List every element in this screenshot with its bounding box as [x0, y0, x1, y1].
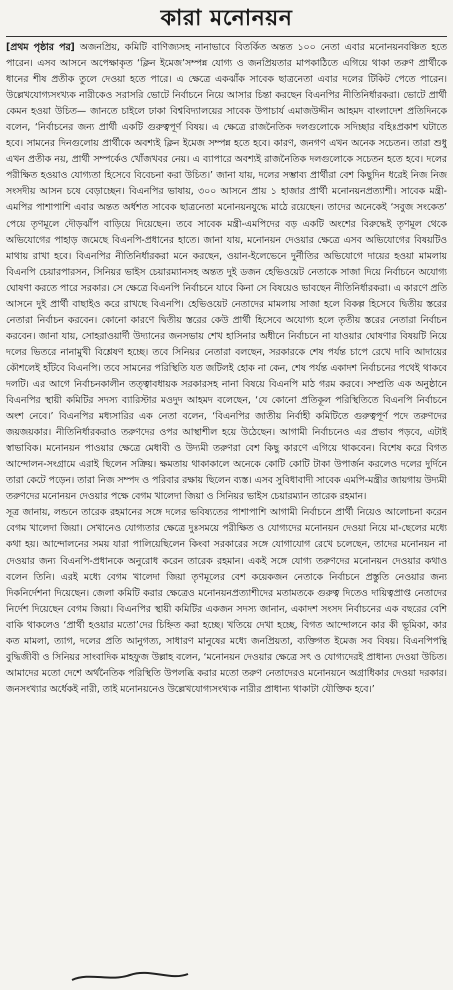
- article-body: [6, 40, 447, 965]
- article-paragraph-1: অজনপ্রিয়, কমিটি বাণিজ্যসহ নানাভাবে বিতর্কিত অন্তত ১০০ নেতা এবার মনোনয়নবঞ্চিত হতে পারেন। এসব আসনে অপেক্ষাকৃত ‘ক্লিন ইমেজ’সম্পন্ন যোগ্য ও জনপ্রিয়তার মাপকাঠিতে এগিয়ে থাকা তরুণ প্রার্থীকে ধানের শীষ প্রতীক তুলে দেওয়া হতে পারে। এ ক্ষেত্রে একঝাঁক সাবেক ছাত্রনেতা এবার দলের টিকিট পেতে পারেন। উল্লেখযোগ্যসংখ্যক নারীকেও সরাসরি ভোটে নির্বাচনে নিয়ে আসার চিন্তা করছেন বিএনপির নীতিনির্ধারকরা। ভোটে প্রার্থী কেমন হওয়া উচিত— জানতে চাইলে ঢাকা বিশ্ববিদ্যালয়ের সাবেক উপাচার্য এমাজউদ্দীন আহমদ বাংলাদেশ প্রতিদিনকে বলেন, ‘নির্বাচনের জন্য প্রার্থী একটি গুরুত্বপূর্ণ বিষয়। এ ক্ষেত্রে রাজনৈতিক দলগুলোকে সদিচ্ছার বহিঃপ্রকাশ ঘটাতে হবে। সামনের দিনগুলোয় প্রার্থীকে অবশ্যই ক্লিন ইমেজ সম্পন্ন হতে হবে। কারণ, জনগণ এখন অনেক সচেতন। তারা শুধু এখন প্রতীক নয়, প্রার্থী সম্পর্কেও খোঁজখবর নেয়। এ ব্যাপারে অবশ্যই রাজনৈতিক দলগুলোকে সচেতন হতে হবে। দলের পরীক্ষিত হওয়াও যোগ্যতা হিসেবে বিবেচনা করা উচিত।’ জানা যায়, দলের সম্ভাব্য প্রার্থীরা বেশ কিছুদিন ধরেই নিজ নিজ সংসদীয় আসন চষে বেড়াচ্ছেন। বিএনপির ভাষায়, ৩০০ আসনে প্রায় ১ হাজার প্রার্থী মনোনয়নপ্রত্যাশী। সাবেক মন্ত্রী-এমপির পাশাপাশি এবার অন্তত অর্ধশত সাবেক ছাত্রনেতা মনোনয়নযুদ্ধে মাঠে রয়েছেন। তাদের অনেকেই ‘সবুজ সংকেত’ পেয়ে তৃণমূলে দৌড়ঝাঁপ বাড়িয়ে দিয়েছেন। তবে সাবেক মন্ত্রী-এমপিদের বড় একটি অংশের বিরুদ্ধেই তৃণমূল থেকে অভিযোগের পাহাড় জমেছে বিএনপি-প্রধানের হাতে। জানা যায়, মনোনয়ন দেওয়ার ক্ষেত্রে এসব অভিযোগের বিষয়টিও মাথায় রাখা হবে। বিএনপির নীতিনির্ধারকরা মনে করছেন, ওয়ান-ইলেভেনে দুর্নীতির অভিযোগে দায়ের হওয়া মামলায় বিএনপি চেয়ারপারসন, সিনিয়র ভাইস চেয়ারম্যানসহ অন্তত দুই ডজন হেভিওয়েট নেতাকে সাজা দিয়ে নির্বাচনে অযোগ্য ঘোষণা করতে পারে সরকার। সে ক্ষেত্রে বিএনপি নির্বাচনে যাবে কিনা সে বিষয়েও ভাবছেন নীতিনির্ধারকরা। এ কারণে প্রতি আসনে দুই প্রার্থী বাছাইও করে রাখছে বিএনপি। হেভিওয়েট নেতাদের মামলায় সাজা হলে বিকল্প হিসেবে দ্বিতীয় স্তরের নেতারা নির্বাচন করবেন। কোনো কারণে দ্বিতীয় স্তরের কেউ প্রার্থী হিসেবে অযোগ্য হলে তৃতীয় স্তরের নেতারা নির্বাচন করবেন। জানা যায়, সোহরাওয়ার্দী উদ্যানের জনসভায় শেখ হাসিনার অধীনে নির্বাচনে না যাওয়ার ঘোষণার বিষয়টি নিয়ে দলের ভিতরে নানামুখী বিশ্লেষণ হচ্ছে। তবে সিনিয়র নেতারা বলছেন, সরকারকে শেষ পর্যন্ত চাপে রেখে দাবি আদায়ের কৌশলেই হাঁটবে বিএনপি। তবে সামনের পরিস্থিতি যত জটিলই হোক না কেন, শেষ পর্যন্ত একাদশ নির্বাচনের পথেই থাকবে দলটি। এর আগে নির্বাচনকালীন তত্ত্বাবধায়ক সরকারসহ নানা বিষয়ে বিএনপি মাঠ গরম করবে। সম্প্রতি এক অনুষ্ঠানে বিএনপির স্থায়ী কমিটির সদস্য ব্যারিস্টার মওদুদ আহমদ বলেছেন, ‘যে কোনো প্রতিকূল পরিস্থিতিতে বিএনপি নির্বাচনে অংশ নেবে।’ বিএনপির মধ্যসারির এক নেতা বলেন, ‘বিএনপির জাতীয় নির্বাহী কমিটিতে গুরুত্বপূর্ণ পদে তরুণদের জয়জয়কার। নীতিনির্ধারকরাও তরুণদের ওপর আস্থাশীল হয়ে উঠেছেন। আগামী নির্বাচনেও এর প্রভাব পড়বে, এটাই স্বাভাবিক। মনোনয়ন পাওয়ার ক্ষেত্রে মেধাবী ও উদ্যমী তরুণরা বেশ কিছু কারণে এগিয়ে থাকবেন। বিশেষ করে বিগত আন্দোলন-সংগ্রামে এরাই ছিলেন সক্রিয়। ক্ষমতায় থাকাকালে অনেকে কোটি কোটি টাকা উপার্জন করলেও দলের দুর্দিনে তারা কেটে পড়েন। তারা নিজ সম্পদ ও পরিবার রক্ষায় ছিলেন ব্যস্ত। এসব সুবিধাবাদী সাবেক এমপি-মন্ত্রীর জায়গায় উদ্যমী তরুণদের মনোনয়ন দেওয়ার পক্ষে বেগম খালেদা জিয়া ও সিনিয়র ভাইস চেয়ারম্যান তারেক রহমান।: [6, 42, 447, 503]
- continuation-label: [প্রথম পৃষ্ঠার পর]: [6, 42, 75, 53]
- torn-edge-mark: [70, 970, 190, 984]
- article-headline: কারা মনোনয়ন: [160, 6, 293, 31]
- headline-divider: [6, 36, 447, 37]
- article-paragraph-2: সূত্র জানায়, লন্ডনে তারেক রহমানের সঙ্গে দলের ভবিষ্যতের পাশাপাশি আগামী নির্বাচনে প্রার্থী নিয়েও আলোচনা করেন বেগম খালেদা জিয়া। সেখানেও যোগ্যতার ক্ষেত্রে দুঃসময়ে পরীক্ষিত ও যোগ্যদের মনোনয়ন দেওয়া নিয়ে মা-ছেলের মধ্যে কথা হয়। আন্দোলনের সময় যারা পালিয়েছিলেন কিংবা সরকারের সঙ্গে যোগাযোগ রেখে চলেছেন, তাদের মনোনয়ন না দেওয়ার জন্য বিএনপি-প্রধানকে অনুরোধ করেন তারেক রহমান। একই সঙ্গে যোগ্য তরুণদের মনোনয়ন দেওয়ার কথাও বলেন তিনি। এরই মধ্যে বেগম খালেদা জিয়া তৃণমূলের বেশ কয়েকজন নেতাকে নির্বাচনে প্রস্তুতি নেওয়ার জন্য দিকনির্দেশনা দিয়েছেন। জেলা কমিটি করার ক্ষেত্রেও মনোনয়নপ্রত্যাশীদের মতামতকে গুরুত্ব দিতেও দায়িত্বপ্রাপ্ত নেতাদের নির্দেশ দিয়েছেন বেগম জিয়া। বিএনপির স্থায়ী কমিটির একজন সদস্য জানান, একাদশ সংসদ নির্বাচনের এক বছরের বেশি বাকি থাকলেও ‘প্রার্থী হওয়ার মতো’দের চিহ্নিত করা হচ্ছে। খতিয়ে দেখা হচ্ছে, বিগত আন্দোলনে কার কী ভূমিকা, কার কত মামলা, ত্যাগ, দলের প্রতি আনুগত্য, সাধারণ মানুষের মধ্যে জনপ্রিয়তা, ব্যক্তিগত ইমেজ সব বিষয়। বিএনপিপন্থি বুদ্ধিজীবী ও সিনিয়র সাংবাদিক মাহফুজ উল্লাহ বলেন, ‘মনোনয়ন দেওয়ার ক্ষেত্রে সৎ ও যোগ্যদেরই প্রাধান্য দেওয়া উচিত। আমাদের মতো দেশে অর্থনৈতিক পরিস্থিতি উপলব্ধি করার মতো তরুণ নেতাদেরও মনোনয়নে অগ্রাধিকার দেওয়া দরকার। জনসংখ্যার অর্ধেকই নারী, তাই মনোনয়নেও উল্লেখযোগ্যসংখ্যক নারীর প্রাধান্য থাকাটা যৌক্তিক হবে।’: [6, 507, 447, 695]
